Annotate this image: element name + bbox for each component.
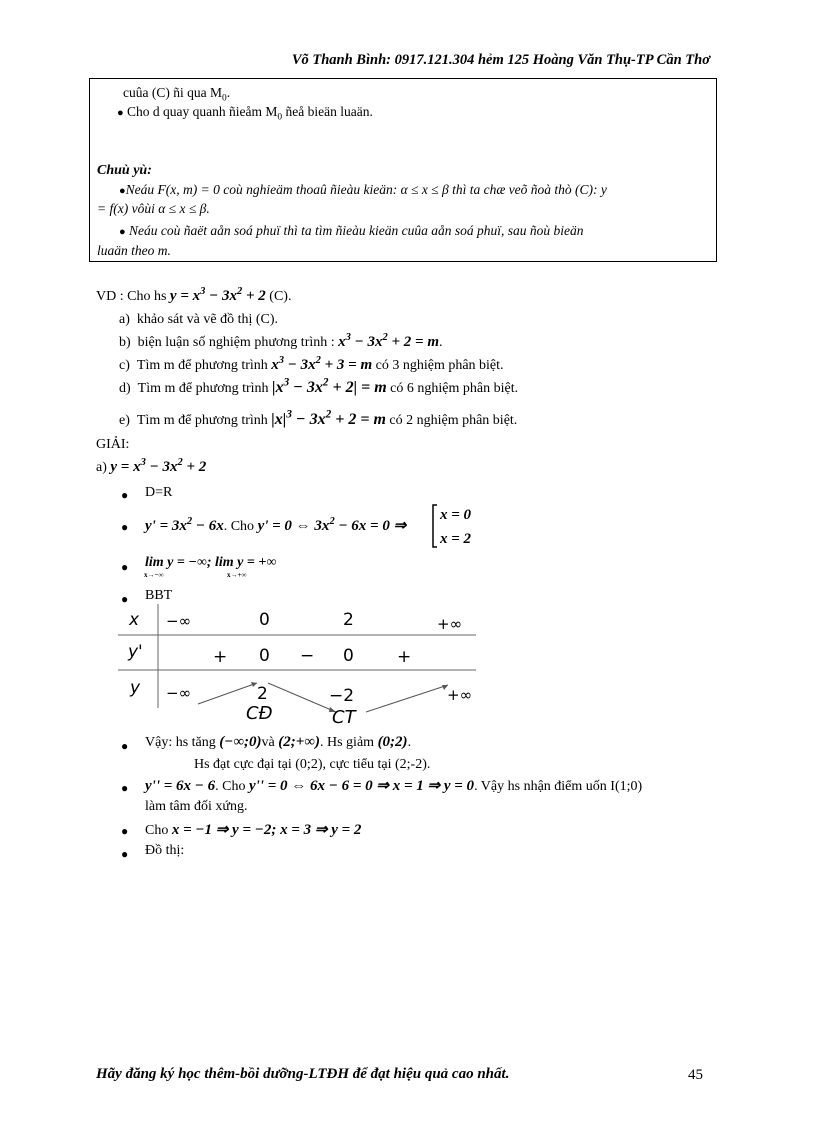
page-number: 45 — [688, 1067, 703, 1083]
cuc-dai-label: CĐ — [246, 703, 273, 724]
bullet: ● — [121, 781, 129, 795]
table-yprime-sign: + — [213, 647, 228, 667]
item-e: e) Tìm m để phương trình $|x|^3 - 3x^2 + 2 = m$ có 2 nghiệm phân biệt. — [119, 408, 518, 428]
item-a: a) khảo sát và vẽ đồ thị (C). — [119, 312, 279, 327]
limit-sub-2: x→+∞ — [227, 571, 247, 579]
solution-part-a: a) $y = x^3 - 3x^2 + 2$ — [96, 457, 207, 475]
extrema-line: Hs đạt cực đại tại (0;2), cực tiểu tại (2;-2). — [194, 757, 431, 772]
item-c: c) Tìm m để phương trình $x^3 - 3x^2 + 3 = m$ có 3 nghiệm phân biệt. — [119, 355, 504, 373]
svg-text:x = 0: x = 0 — [440, 507, 472, 523]
table-x-value: +∞ — [437, 615, 463, 633]
bullet: ● — [121, 592, 129, 606]
table-yprime-sign: − — [300, 646, 315, 666]
item-b: b) biện luận số nghiệm phương trình : $x^3 - 3x^2 + 2 = m$. — [119, 332, 443, 350]
box-line-1: cuûa (C) ñi qua $M_0$. — [123, 85, 231, 104]
symmetry-line: làm tâm đối xứng. — [145, 799, 248, 814]
item-d: d) Tìm m để phương trình $|x^3 - 3x^2 + 2| = m$ có 6 nghiệm phân biệt. — [119, 376, 519, 396]
table-yprime-label: y' — [128, 642, 143, 662]
function-formula: $y = x^3 - 3x^2 + 2$ — [169, 286, 266, 304]
table-y-value: +∞ — [447, 686, 473, 704]
note-2b: luaän theo m. — [97, 243, 171, 258]
bullet: ● — [121, 560, 129, 574]
domain: D=R — [145, 485, 173, 500]
table-yprime-value: 0 — [343, 646, 354, 666]
note-2a: ● Neáu coù ñaët aån soá phuï thì ta tìm ñieàu kieän cuûa aån soá phuï, sau ñoù bieän — [119, 223, 584, 238]
limit-sub-1: x→−∞ — [144, 571, 164, 579]
limits-line: lim y = −∞; lim y = +∞ — [145, 555, 277, 570]
solution-bracket — [431, 502, 481, 550]
note-1a: ●Neáu F(x, m) = 0 coù nghieäm thoaû ñieàu kieän: α ≤ x ≤ β thì ta chæ veõ ñoà thò (C): y — [119, 182, 607, 197]
solution-title: GIẢI: — [96, 437, 130, 452]
table-y-value: 2 — [257, 684, 268, 704]
table-y-value: −∞ — [166, 684, 192, 702]
bullet: ● — [121, 739, 129, 753]
table-x-value: 2 — [343, 610, 354, 630]
table-yprime-value: 0 — [259, 646, 270, 666]
bullet: ● — [121, 488, 129, 502]
page-footer: Hãy đăng ký học thêm-bồi dưỡng-LTĐH để đạt hiệu quả cao nhất. — [96, 1066, 510, 1082]
box-line-2: ● Cho d quay quanh ñieåm $M_0$ ñeå bieän luaän. — [117, 104, 373, 123]
derivative-line: $y' = 3x^2 - 6x$. Cho y' = 0 ⇔ $3x^2 - 6x = 0$ ⇒ — [145, 516, 407, 534]
second-derivative-line: y'' = 6x − 6. Cho y'' = 0 ⇔ 6x − 6 = 0 ⇒ x = 1 ⇒ y = 0. Vậy hs nhận điểm uốn I(1;0) — [145, 778, 643, 794]
bullet: ● — [121, 847, 129, 861]
monotonic-line: Vậy: hs tăng (−∞;0)và (2;+∞). Hs giảm (0;2). — [145, 734, 412, 750]
bbt-label: BBT — [145, 588, 173, 603]
table-y-label: y — [130, 678, 141, 698]
points-line: Cho x = −1 ⇒ y = −2; x = 3 ⇒ y = 2 — [145, 822, 362, 838]
bullet: ● — [121, 520, 129, 534]
page-header: Võ Thanh Bình: 0917.121.304 hẻm 125 Hoàng Văn Thụ-TP Cần Thơ — [291, 52, 710, 68]
svg-text:x = 2: x = 2 — [440, 531, 472, 547]
cuc-tieu-label: CT — [332, 707, 356, 728]
table-x-value: 0 — [259, 610, 270, 630]
table-x-value: −∞ — [166, 612, 192, 630]
graph-label: Đồ thị: — [145, 843, 185, 858]
bullet: ● — [121, 824, 129, 838]
example-intro: VD : Cho hs $y = x^3 - 3x^2 + 2$ (C). — [96, 286, 292, 304]
note-1b: = f(x) vôùi α ≤ x ≤ β. — [97, 201, 210, 216]
table-y-value: −2 — [329, 686, 355, 706]
note-title: Chuù yù: — [97, 163, 152, 178]
table-yprime-sign: + — [397, 647, 412, 667]
note-box — [89, 78, 717, 262]
table-x-label: x — [129, 610, 140, 630]
